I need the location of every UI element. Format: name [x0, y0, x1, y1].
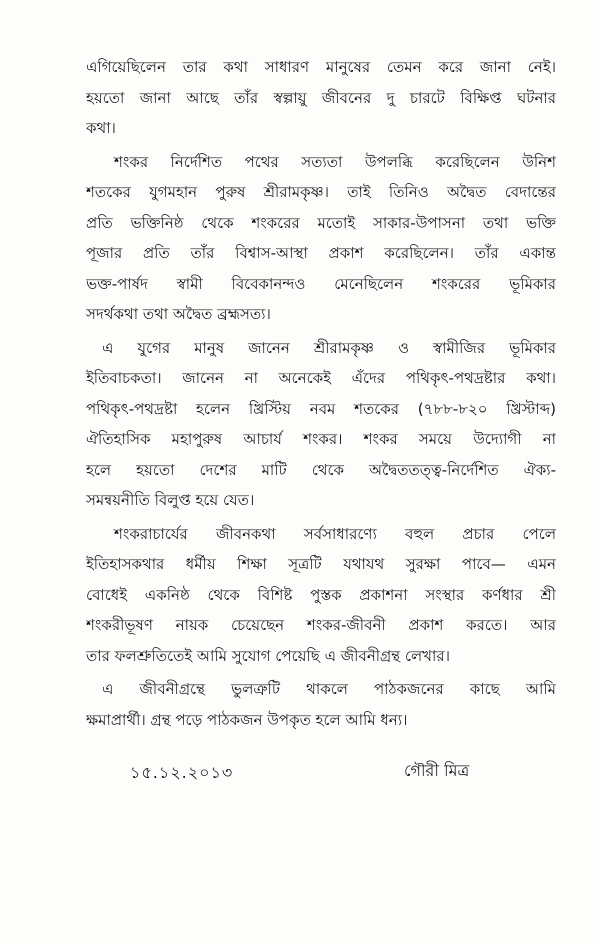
paragraph-2 — [86, 147, 556, 330]
text-line: ইতিবাচকতা। জানেন না অনেকেই এঁদের পথিকৃৎ-পথদ্রষ্টার কথা। — [86, 369, 556, 387]
text-line: ভক্ত-পার্ষদ স্বামী বিবেকানন্দও মেনেছিলেন শংকরের ভূমিকার — [86, 274, 556, 293]
text-line: পথিকৃৎ-পথদ্রষ্টা হলেন খ্রিস্টিয় নবম শতকের (৭৮৮-৮২০ খ্রিস্টাব্দ) — [86, 399, 556, 418]
text-line: বোধেই একনিষ্ঠ থেকে বিশিষ্ট পুস্তক প্রকাশনা সংস্থার কর্ণধার শ্রী — [86, 585, 556, 604]
text-line: সদর্থকথা তথা অদ্বৈত ব্রহ্মসত্য। — [86, 305, 271, 323]
text-line: সমন্বয়নীতি বিলুপ্ত হয়ে যেত। — [86, 491, 255, 509]
body-text — [86, 52, 556, 738]
text-line: প্রতি ভক্তিনিষ্ঠ থেকে শংকরের মতোই সাকার-উপাসনা তথা ভক্তি — [86, 213, 556, 232]
paragraph-4 — [86, 519, 556, 672]
text-line: শংকরীভূষণ নায়ক চেয়েছেন শংকর-জীবনী প্রকাশ করতে। আর — [86, 616, 556, 634]
text-line: হলে হয়তো দেশের মাটি থেকে অদ্বৈততত্ত্ব-নির্দেশিত ঐক্য- — [86, 460, 556, 479]
text-line: ঐতিহাসিক মহাপুরুষ আচার্য শংকর। শংকর সময়ে উদ্যোগী না — [86, 430, 556, 448]
paragraph-3 — [86, 333, 556, 516]
text-line: এ যুগের মানুষ জানেন শ্রীরামকৃষ্ণ ও স্বামীজির ভূমিকার — [102, 338, 556, 357]
text-line: তার ফলশ্রুতিতেই আমি সুযোগ পেয়েছি এ জীবনীগ্রন্থ লেখার। — [86, 646, 450, 665]
text-line: ক্ষমাপ্রার্থী। গ্রন্থ পড়ে পাঠকজন উপকৃত হলে আমি ধন্য। — [86, 710, 408, 729]
author-signature: গৌরী মিত্র — [404, 761, 470, 780]
text-line: কথা। — [86, 119, 116, 137]
date-line: ১৫.১২.২০১৩ — [130, 763, 234, 782]
text-line: পূজার প্রতি তাঁর বিশ্বাস-আস্থা প্রকাশ করেছিলেন। তাঁর একান্ত — [86, 244, 556, 262]
text-line: ইতিহাসকথার ধর্মীয় শিক্ষা সূত্রটি যথাযথ সুরক্ষা পাবে— এমন — [86, 555, 556, 573]
text-line: শংকরাচার্যের জীবনকথা সর্বসাধারণ্যে বহুল প্রচার পেলে — [114, 524, 556, 543]
paragraph-5 — [86, 674, 556, 735]
text-line: শংকর নির্দেশিত পথের সত্যতা উপলব্ধি করেছিলেন উনিশ — [114, 152, 556, 171]
paragraph-1 — [86, 52, 556, 144]
text-line: এ জীবনীগ্রন্থে ভুলত্রুটি থাকলে পাঠকজনের কাছে আমি — [102, 680, 556, 698]
text-line: এগিয়েছিলেন তার কথা সাধারণ মানুষের তেমন করে জানা নেই। — [86, 58, 556, 76]
text-line: শতকের যুগমহান পুরুষ শ্রীরামকৃষ্ণ। তাই তিনিও অদ্বৈত বেদান্তের — [86, 183, 556, 201]
text-line: হয়তো জানা আছে তাঁর স্বল্পায়ু জীবনের দু চারটে বিক্ষিপ্ত ঘটনার — [86, 88, 556, 107]
